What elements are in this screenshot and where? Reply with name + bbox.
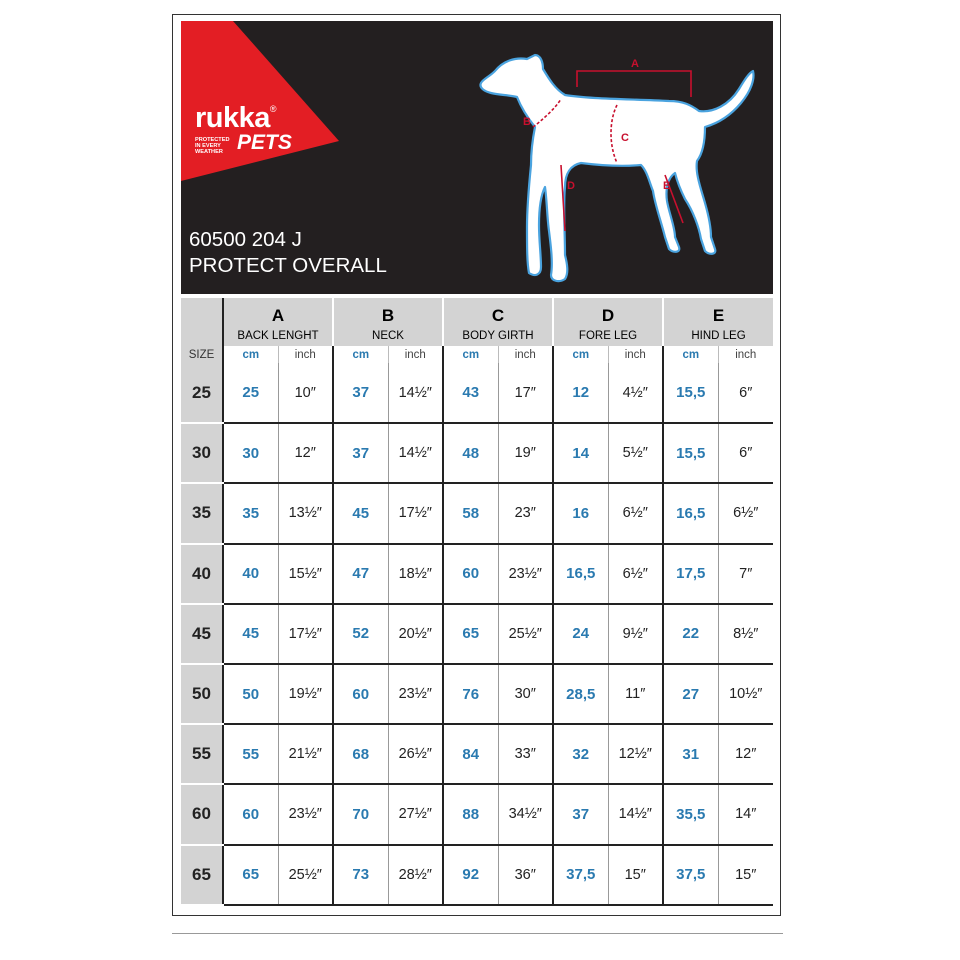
table-row <box>181 363 773 423</box>
cm-value: 30 <box>223 423 278 483</box>
header-letter-row <box>181 298 773 326</box>
table-row <box>181 604 773 664</box>
cm-value: 88 <box>443 784 498 844</box>
col-label-c: BODY GIRTH <box>443 326 553 346</box>
cm-value: 52 <box>333 604 388 664</box>
product-info <box>189 227 387 279</box>
size-cell: 25 <box>181 363 223 423</box>
table-row <box>181 423 773 483</box>
cm-value: 84 <box>443 724 498 784</box>
size-cell: 50 <box>181 664 223 724</box>
inch-value: 19½″ <box>278 664 333 724</box>
cm-value: 60 <box>223 784 278 844</box>
cm-value: 73 <box>333 845 388 905</box>
cm-value: 17,5 <box>663 544 718 604</box>
inch-value: 14″ <box>718 784 773 844</box>
inch-value: 11″ <box>608 664 663 724</box>
col-label-a: BACK LENGHT <box>223 326 333 346</box>
brand-tagline: PROTECTED IN EVERY WEATHER <box>195 137 230 155</box>
label-c: C <box>621 132 629 144</box>
inch-value: 15″ <box>608 845 663 905</box>
unit-inch: inch <box>498 346 553 363</box>
inch-value: 21½″ <box>278 724 333 784</box>
product-code: 60500 204 J <box>189 228 302 251</box>
inch-value: 14½″ <box>608 784 663 844</box>
header-label-row <box>181 326 773 346</box>
cm-value: 60 <box>443 544 498 604</box>
size-cell: 35 <box>181 483 223 543</box>
size-cell: 30 <box>181 423 223 483</box>
label-e: E <box>663 180 671 192</box>
brand-name: rukka <box>195 102 270 134</box>
col-letter-b: B <box>333 298 443 326</box>
cm-value: 32 <box>553 724 608 784</box>
cm-value: 37 <box>333 363 388 423</box>
cm-value: 16,5 <box>663 483 718 543</box>
cm-value: 92 <box>443 845 498 905</box>
col-letter-c: C <box>443 298 553 326</box>
cm-value: 16,5 <box>553 544 608 604</box>
inch-value: 17″ <box>498 363 553 423</box>
inch-value: 19″ <box>498 423 553 483</box>
inch-value: 14½″ <box>388 423 443 483</box>
unit-inch: inch <box>278 346 333 363</box>
cm-value: 15,5 <box>663 363 718 423</box>
cm-value: 24 <box>553 604 608 664</box>
inch-value: 6½″ <box>608 544 663 604</box>
table-row <box>181 483 773 543</box>
inch-value: 6″ <box>718 423 773 483</box>
inch-value: 20½″ <box>388 604 443 664</box>
cm-value: 28,5 <box>553 664 608 724</box>
inch-value: 17½″ <box>278 604 333 664</box>
dog-measurement-diagram <box>469 41 769 291</box>
table-row <box>181 784 773 844</box>
cm-value: 48 <box>443 423 498 483</box>
inch-value: 33″ <box>498 724 553 784</box>
unit-cm: cm <box>663 346 718 363</box>
size-cell: 55 <box>181 724 223 784</box>
cm-value: 14 <box>553 423 608 483</box>
cm-value: 35,5 <box>663 784 718 844</box>
col-label-d: FORE LEG <box>553 326 663 346</box>
cm-value: 50 <box>223 664 278 724</box>
cm-value: 45 <box>223 604 278 664</box>
inch-value: 9½″ <box>608 604 663 664</box>
registered-mark: ® <box>269 104 277 114</box>
inch-value: 8½″ <box>718 604 773 664</box>
inch-value: 23½″ <box>498 544 553 604</box>
inch-value: 4½″ <box>608 363 663 423</box>
inch-value: 14½″ <box>388 363 443 423</box>
cm-value: 65 <box>223 845 278 905</box>
cm-value: 47 <box>333 544 388 604</box>
inch-value: 10″ <box>278 363 333 423</box>
unit-cm: cm <box>443 346 498 363</box>
cm-value: 12 <box>553 363 608 423</box>
col-letter-e: E <box>663 298 773 326</box>
inch-value: 12″ <box>718 724 773 784</box>
size-table <box>181 298 773 906</box>
cm-value: 37,5 <box>663 845 718 905</box>
cm-value: 43 <box>443 363 498 423</box>
inch-value: 12″ <box>278 423 333 483</box>
inch-value: 34½″ <box>498 784 553 844</box>
cm-value: 35 <box>223 483 278 543</box>
size-cell: 60 <box>181 784 223 844</box>
inch-value: 23½″ <box>388 664 443 724</box>
measure-a-bracket <box>577 71 691 97</box>
cm-value: 31 <box>663 724 718 784</box>
inch-value: 36″ <box>498 845 553 905</box>
size-header: SIZE <box>181 346 223 363</box>
inch-value: 17½″ <box>388 483 443 543</box>
cm-value: 15,5 <box>663 423 718 483</box>
inch-value: 15″ <box>718 845 773 905</box>
cm-value: 27 <box>663 664 718 724</box>
inch-value: 25½″ <box>278 845 333 905</box>
cm-value: 60 <box>333 664 388 724</box>
label-b: B <box>523 116 531 128</box>
cm-value: 37,5 <box>553 845 608 905</box>
inch-value: 27½″ <box>388 784 443 844</box>
brand-logo <box>195 102 292 155</box>
col-letter-d: D <box>553 298 663 326</box>
inch-value: 30″ <box>498 664 553 724</box>
unit-cm: cm <box>333 346 388 363</box>
inch-value: 23½″ <box>278 784 333 844</box>
inch-value: 7″ <box>718 544 773 604</box>
brand-red-triangle <box>181 21 341 181</box>
col-label-b: NECK <box>333 326 443 346</box>
brand-pets: PETS <box>237 131 292 154</box>
label-d: D <box>567 180 575 192</box>
cm-value: 70 <box>333 784 388 844</box>
unit-inch: inch <box>388 346 443 363</box>
unit-inch: inch <box>718 346 773 363</box>
table-row <box>181 845 773 905</box>
inch-value: 6½″ <box>608 483 663 543</box>
table-row <box>181 724 773 784</box>
col-label-e: HIND LEG <box>663 326 773 346</box>
inch-value: 6″ <box>718 363 773 423</box>
inch-value: 23″ <box>498 483 553 543</box>
inch-value: 25½″ <box>498 604 553 664</box>
inch-value: 6½″ <box>718 483 773 543</box>
cm-value: 76 <box>443 664 498 724</box>
inch-value: 18½″ <box>388 544 443 604</box>
cm-value: 58 <box>443 483 498 543</box>
cm-value: 45 <box>333 483 388 543</box>
size-cell: 65 <box>181 845 223 905</box>
cm-value: 37 <box>333 423 388 483</box>
inch-value: 12½″ <box>608 724 663 784</box>
inch-value: 26½″ <box>388 724 443 784</box>
col-letter-a: A <box>223 298 333 326</box>
footer-rule <box>172 933 783 934</box>
label-a: A <box>631 58 639 70</box>
inch-value: 10½″ <box>718 664 773 724</box>
cm-value: 40 <box>223 544 278 604</box>
inch-value: 28½″ <box>388 845 443 905</box>
product-name: PROTECT OVERALL <box>189 254 387 277</box>
unit-inch: inch <box>608 346 663 363</box>
inch-value: 15½″ <box>278 544 333 604</box>
cm-value: 65 <box>443 604 498 664</box>
cm-value: 37 <box>553 784 608 844</box>
header-banner <box>181 21 773 294</box>
table-row <box>181 544 773 604</box>
size-cell: 40 <box>181 544 223 604</box>
unit-row <box>181 346 773 363</box>
cm-value: 16 <box>553 483 608 543</box>
table-row <box>181 664 773 724</box>
cm-value: 55 <box>223 724 278 784</box>
cm-value: 22 <box>663 604 718 664</box>
dog-silhouette <box>480 55 753 281</box>
cm-value: 68 <box>333 724 388 784</box>
unit-cm: cm <box>553 346 608 363</box>
unit-cm: cm <box>223 346 278 363</box>
cm-value: 25 <box>223 363 278 423</box>
inch-value: 13½″ <box>278 483 333 543</box>
inch-value: 5½″ <box>608 423 663 483</box>
size-cell: 45 <box>181 604 223 664</box>
